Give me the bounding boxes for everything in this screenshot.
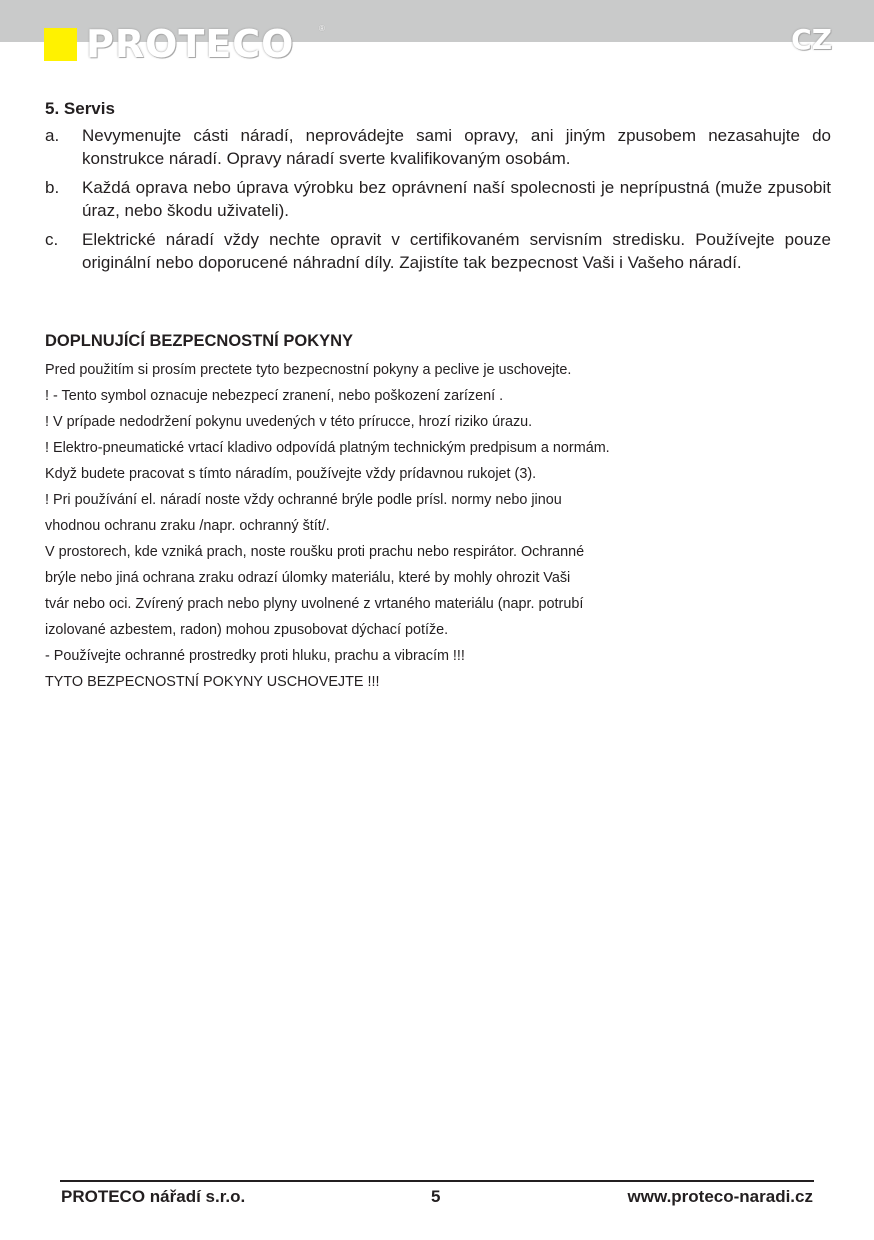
pokyny-line: Pred použitím si prosím prectete tyto bezpecnostní pokyny a peclive je uschovejte. bbox=[45, 362, 572, 378]
pokyny-line: TYTO BEZPECNOSTNÍ POKYNY USCHOVEJTE !!! bbox=[45, 674, 380, 690]
page-number: 5 bbox=[431, 1187, 441, 1206]
servis-item-a bbox=[45, 124, 831, 170]
servis-title: 5. Servis bbox=[45, 99, 115, 118]
servis-item-letter: c. bbox=[45, 230, 59, 249]
pokyny-line: V prostorech, kde vzniká prach, noste roušku proti prachu nebo respirátor. Ochranné bbox=[45, 544, 585, 560]
servis-item-text: Každá oprava nebo úprava výrobku bez oprávnení naší spolecnosti je neprípustná (muže zpusobit úraz, nebo škodu uživateli). bbox=[82, 178, 831, 220]
pokyny-line: brýle nebo jiná ochrana zraku odrazí úlomky materiálu, které by mohly ohrozit Vaši bbox=[45, 570, 571, 586]
servis-item-text: Nevymenujte cásti náradí, neprovádejte sami opravy, ani jiným zpusobem nezasahujte do konstrukce náradí. Opravy náradí sverte kvalifikovaným osobám. bbox=[82, 126, 831, 168]
pokyny-line: - Používejte ochranné prostredky proti hluku, prachu a vibracím !!! bbox=[45, 648, 465, 664]
footer-website[interactable]: www.proteco-naradi.cz bbox=[627, 1187, 813, 1206]
pokyny-body bbox=[45, 357, 845, 695]
pokyny-line: Když budete pracovat s tímto náradím, používejte vždy prídavnou rukojet (3). bbox=[45, 466, 537, 482]
pokyny-line: ! V prípade nedodržení pokynu uvedených v této prírucce, hrozí riziko úrazu. bbox=[45, 414, 533, 430]
footer-company: PROTECO nářadí s.r.o. bbox=[61, 1187, 246, 1206]
logo-square-icon bbox=[44, 28, 77, 61]
pokyny-line: ! - Tento symbol oznacuje nebezpecí zranení, nebo poškození zarízení . bbox=[45, 388, 504, 404]
servis-item-letter: b. bbox=[45, 178, 60, 197]
pokyny-line: vhodnou ochranu zraku /napr. ochranný štít/. bbox=[45, 518, 330, 534]
servis-item-letter: a. bbox=[45, 126, 60, 145]
pokyny-line: izolované azbestem, radon) mohou zpusobovat dýchací potíže. bbox=[45, 622, 449, 638]
servis-item-c bbox=[45, 228, 831, 274]
pokyny-line: tvár nebo oci. Zvírený prach nebo plyny uvolnené z vrtaného materiálu (napr. potrubí bbox=[45, 596, 584, 612]
pokyny-line: ! Elektro-pneumatické vrtací kladivo odpovídá platným technickým predpisum a normám. bbox=[45, 440, 610, 456]
brand-name: PROTECO bbox=[86, 22, 295, 66]
servis-list bbox=[45, 124, 831, 280]
language-code: CZ bbox=[791, 23, 832, 56]
registered-mark: ® bbox=[319, 24, 325, 33]
servis-item-text: Elektrické náradí vždy nechte opravit v certifikovaném servisním stredisku. Používejte pouze originální nebo doporucené náhradní díly. Zajistíte tak bezpecnost Vaši i Vašeho náradí. bbox=[82, 230, 831, 272]
pokyny-title: DOPLNUJÍCÍ BEZPECNOSTNÍ POKYNY bbox=[45, 332, 354, 350]
servis-item-b bbox=[45, 176, 831, 222]
brand-logo bbox=[44, 22, 325, 66]
pokyny-line: ! Pri používání el. náradí noste vždy ochranné brýle podle prísl. normy nebo jinou bbox=[45, 492, 562, 508]
footer-divider bbox=[60, 1180, 814, 1182]
